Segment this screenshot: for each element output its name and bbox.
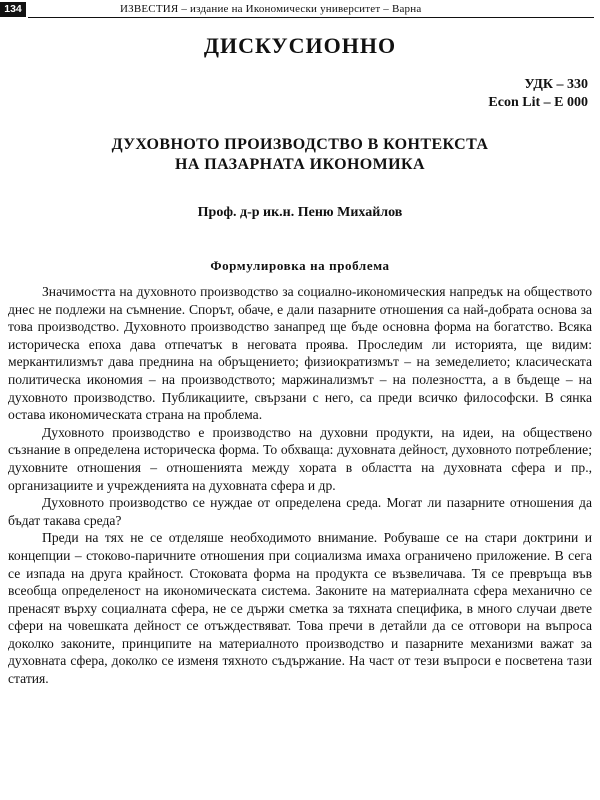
- header-rule: [28, 17, 594, 18]
- running-header: [0, 0, 600, 20]
- paragraph: Преди на тях не се отделяше необходимото внимание. Робуваше се на стари доктрини и концепции – стоково-паричните отношения при социализма имаха ограничено приложение. В сега се изпада на друга крайност. Стоковата форма на продукта се възвеличава. Тя се превръща във всеобща определеност на икономическата система. Законите на материалната сфера механично се пренасят върху социалната сфера, не се държи сметка за тяхната специфика, в много случаи двете сфери на човешката дейност се отъждествяват. Това пречи в детайли да се отговори на въпроса доколко законите, принципите на материалното производство и пазарните механизми важат за духовната сфера, доколко се изменя тяхното съдържание. На част от тези въпроси е посветена тази статия.: [8, 530, 592, 687]
- article-title: [0, 135, 600, 175]
- paragraph: Значимостта на духовното производство за социално-икономическия напредък на обществото днес не подлежи на съмнение. Спорът, обаче, е дали пазарните отношения са най-добрата основа за това производство. Духовното производство занапред ще бъде основна форма на богатство. Всяка историческа епоха дава отпечатък в неговата проява. Проследим ли историята, ще видим: меркантилизмът дава преднина на обръщението; физиократизмът – на земеделието; класическата политическа икономия – на производството; маржинализмът – на полезността, а в бъдеще – на духовното производство. Публикациите, свързани с него, са преди всичко философски. В сянка остава икономическата страна на проблема.: [8, 284, 592, 423]
- paragraph: Духовното производство е производство на духовни продукти, на идеи, на обществено съзнание в определена историческа форма. То обхваща: духовната дейност, духовното потребление; духовните отношения – отношенията между хората в областта на духовната сфера и пр., организациите и учрежденията на духовната сфера и др.: [8, 424, 592, 493]
- running-title: ИЗВЕСТИЯ – издание на Икономически университет – Варна: [120, 3, 422, 15]
- author: Проф. д-р ик.н. Пеню Михайлов: [197, 205, 403, 220]
- article-title-line-2: НА ПАЗАРНАТА ИКОНОМИКА: [175, 156, 425, 173]
- subheading: Формулировка на проблема: [210, 258, 390, 273]
- section-title: ДИСКУСИОННО: [203, 33, 397, 58]
- page-number: 134: [0, 2, 26, 17]
- econlit-code: Econ Lit – E 000: [488, 95, 588, 110]
- udk-code: УДК – 330: [524, 77, 588, 92]
- article-body: [8, 283, 592, 688]
- article-title-line-1: ДУХОВНОТО ПРОИЗВОДСТВО В КОНТЕКСТА: [111, 136, 489, 153]
- paragraph: Духовното производство се нуждае от определена среда. Могат ли пазарните отношения да бъдат такава среда?: [8, 495, 592, 528]
- classification-codes: [488, 76, 588, 112]
